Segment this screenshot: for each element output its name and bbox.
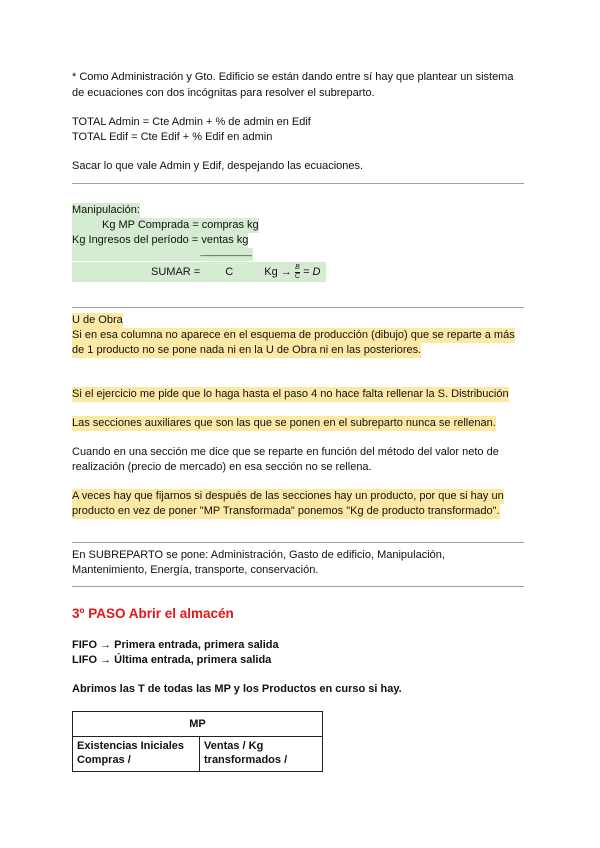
mp-table-header: MP bbox=[73, 712, 323, 737]
note-producto-2: producto en vez de poner "MP Transformada" ponemos "Kg de producto transformado". bbox=[72, 505, 500, 517]
subreparto-line-2: Mantenimiento, Energía, transporte, conservación. bbox=[72, 564, 319, 576]
manip-row-ingresos: Kg Ingresos del período = ventas kg bbox=[72, 234, 249, 246]
manip-sumar-label: SUMAR = bbox=[151, 266, 201, 278]
manip-dashes: ———————- bbox=[72, 248, 253, 261]
mp-t-account-table bbox=[72, 711, 323, 772]
abrimos-line: Abrimos las T de todas las MP y los Productos en curso si hay. bbox=[72, 683, 402, 695]
divider bbox=[72, 183, 524, 184]
fifo-line: FIFO → Primera entrada, primera salida bbox=[72, 639, 279, 651]
obra-title: U de Obra bbox=[72, 314, 123, 326]
mp-transformados: transformados / bbox=[204, 754, 288, 766]
lifo-line: LIFO → Última entrada, primera salida bbox=[72, 654, 272, 666]
mp-existencias: Existencias Iniciales bbox=[77, 740, 185, 752]
note-valor-neto-1: Cuando en una sección me dice que se reparte en función del método del valor neto de bbox=[72, 446, 499, 458]
note-auxiliares: Las secciones auxiliares que son las que se ponen en el subreparto nunca se rellenan. bbox=[72, 417, 496, 429]
note-paso4: Si el ejercicio me pide que lo haga hasta el paso 4 no hace falta rellenar la S. Distribución bbox=[72, 388, 509, 400]
manip-eq-d: = D bbox=[303, 266, 321, 278]
manip-c-value: C bbox=[225, 266, 234, 278]
equation-edif: TOTAL Edif = Cte Edif + % Edif en admin bbox=[72, 131, 273, 143]
subreparto-line-1: En SUBREPARTO se pone: Administración, Gasto de edificio, Manipulación, bbox=[72, 549, 445, 561]
intro-line-1: * Como Administración y Gto. Edificio se están dando entre sí hay que plantear un sistema bbox=[72, 71, 514, 83]
mp-compras: Compras / bbox=[77, 754, 131, 766]
mp-ventas: Ventas / Kg bbox=[204, 740, 264, 752]
obra-line-2: de 1 producto no se pone nada ni en la U de Obra ni en las posteriores. bbox=[72, 344, 422, 356]
divider bbox=[72, 307, 524, 308]
manip-sum-row bbox=[72, 262, 326, 282]
mp-table-left-cell bbox=[73, 737, 200, 772]
intro-note: Sacar lo que vale Admin y Edif, despejando las ecuaciones. bbox=[72, 160, 364, 172]
note-valor-neto-2: realización (precio de mercado) en esa sección no se rellena. bbox=[72, 461, 372, 473]
divider bbox=[72, 542, 524, 543]
note-producto-1: A veces hay que fijarnos si después de las secciones hay un producto, por que si hay un bbox=[72, 490, 504, 502]
manip-fraction: $\frac{B}{C}$ bbox=[294, 263, 300, 280]
manip-title: Manipulación: bbox=[72, 204, 140, 216]
manip-kg-arrow: Kg → bbox=[264, 266, 292, 278]
divider bbox=[72, 586, 524, 587]
equation-admin: TOTAL Admin = Cte Admin + % de admin en Edif bbox=[72, 116, 311, 128]
paso3-heading: 3º PASO Abrir el almacén bbox=[72, 606, 234, 621]
mp-table-right-cell bbox=[200, 737, 323, 772]
intro-line-2: de ecuaciones con dos incógnitas para resolver el subreparto. bbox=[72, 87, 375, 99]
obra-line-1: Si en esa columna no aparece en el esquema de producción (dibujo) que se reparte a más bbox=[72, 329, 515, 341]
manip-row-compras: Kg MP Comprada = compras kg bbox=[72, 218, 259, 233]
